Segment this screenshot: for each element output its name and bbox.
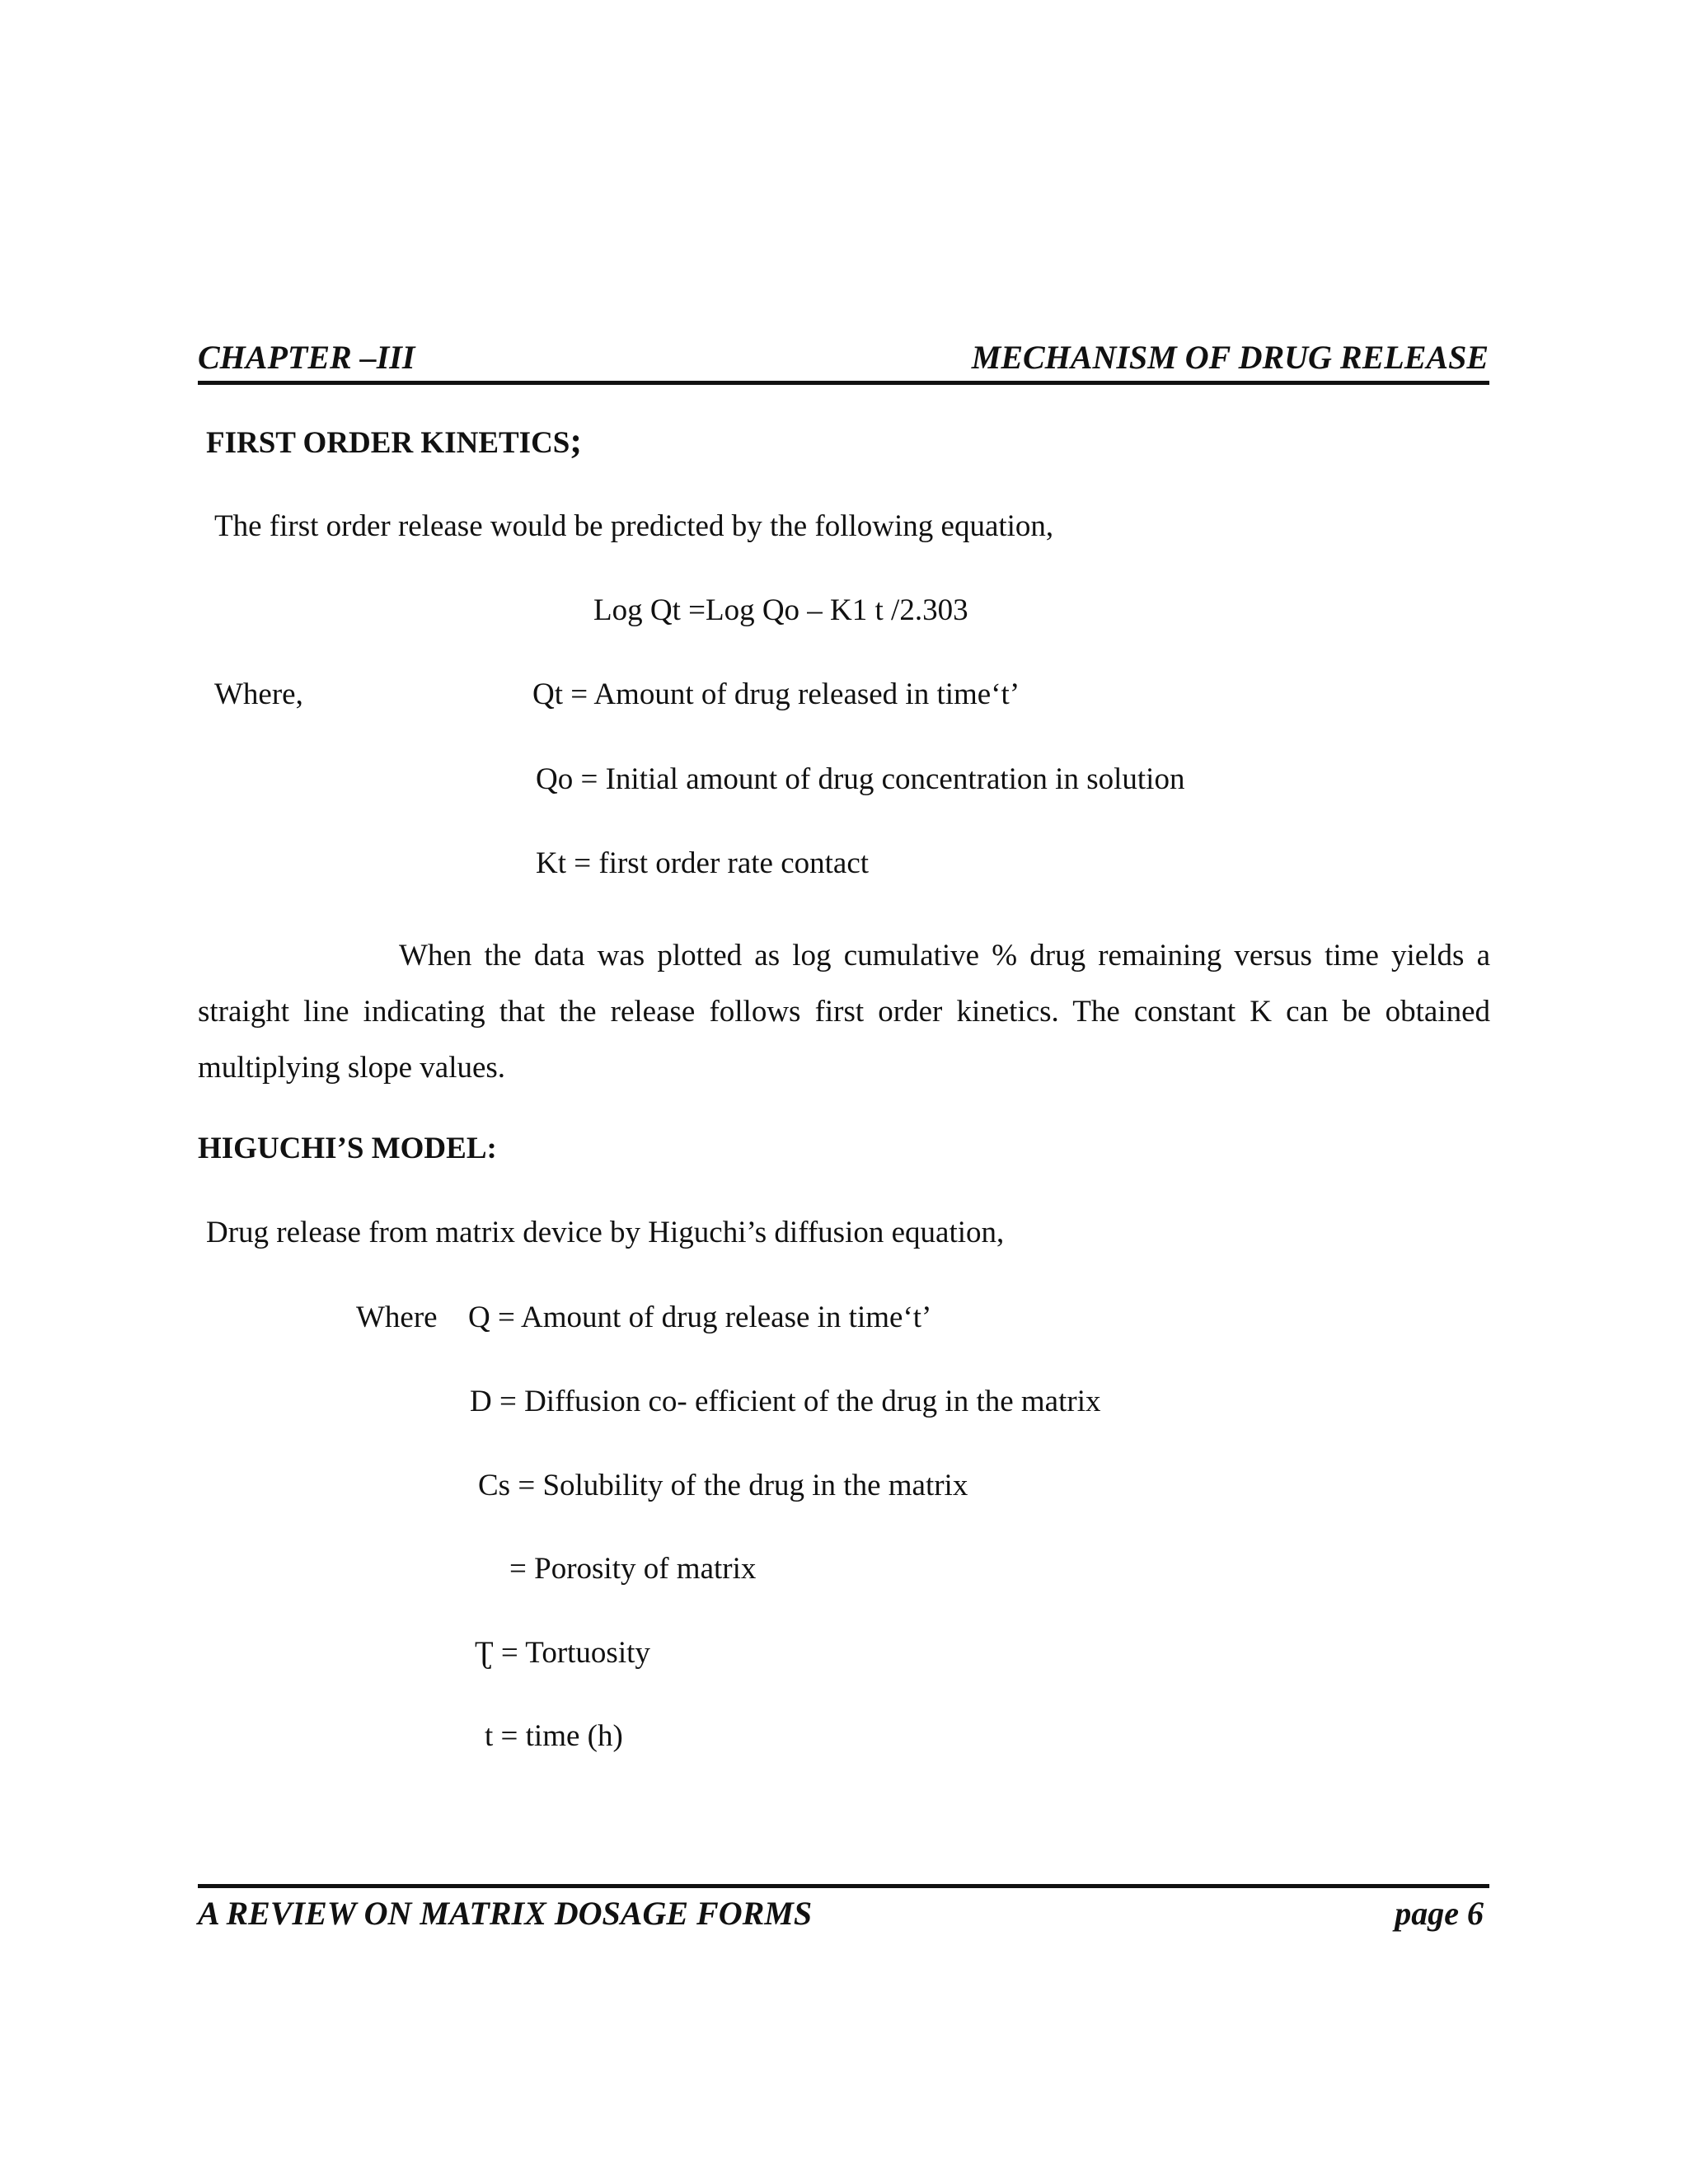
def-cs: Cs = Solubility of the drug in the matrix xyxy=(478,1469,968,1502)
first-order-heading xyxy=(206,420,583,461)
def-qt: Qt = Amount of drug released in time‘t’ xyxy=(532,677,1020,711)
def-q: Q = Amount of drug release in time‘t’ xyxy=(468,1301,932,1334)
def-time: t = time (h) xyxy=(485,1719,623,1753)
page-number: page 6 xyxy=(1395,1895,1484,1932)
footer-title: A REVIEW ON MATRIX DOSAGE FORMS xyxy=(198,1895,813,1932)
higuchi-intro: Drug release from matrix device by Higuchi’s diffusion equation, xyxy=(206,1216,1005,1249)
def-tortuosity: Ʈ = Tortuosity xyxy=(475,1636,650,1670)
first-order-paragraph: When the data was plotted as log cumulative % drug remaining versus time yields a straight line indicating that the release follows first order kinetics. The constant K can be obtained multiplying slope values. xyxy=(198,939,1490,1085)
header-rule xyxy=(198,381,1489,385)
first-order-intro: The first order release would be predicted by the following equation, xyxy=(214,509,1054,543)
section-title: MECHANISM OF DRUG RELEASE xyxy=(971,339,1489,376)
def-kt: Kt = first order rate contact xyxy=(536,846,870,880)
def-porosity: = Porosity of matrix xyxy=(509,1552,757,1586)
def-d: D = Diffusion co- efficient of the drug in the matrix xyxy=(470,1385,1101,1418)
first-order-heading-text: FIRST ORDER KINETICS xyxy=(206,426,570,460)
def-qo: Qo = Initial amount of drug concentration in solution xyxy=(536,762,1185,796)
higuchi-heading: HIGUCHI’S MODEL: xyxy=(198,1132,497,1165)
chapter-label: CHAPTER –III xyxy=(198,339,415,376)
higuchi-where-label: Where xyxy=(356,1301,438,1334)
first-order-where-label: Where, xyxy=(214,677,303,711)
first-order-equation: Log Qt =Log Qo – K1 t /2.303 xyxy=(593,593,968,627)
first-order-heading-punct: ; xyxy=(570,420,583,461)
footer-rule xyxy=(198,1884,1489,1888)
